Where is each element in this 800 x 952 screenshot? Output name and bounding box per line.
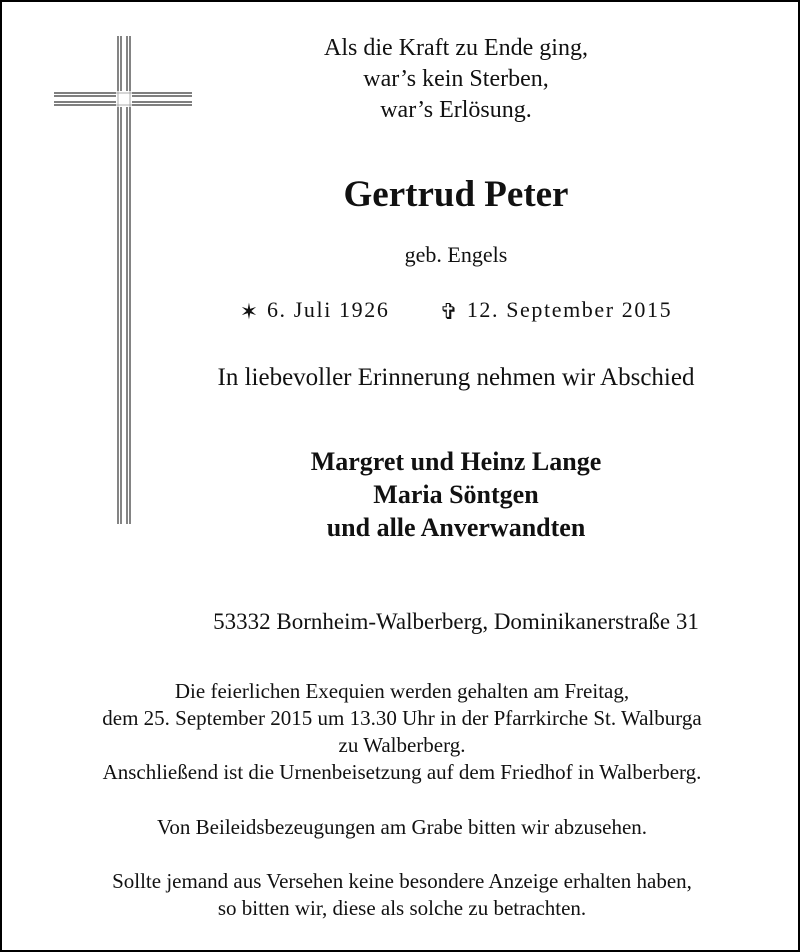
mourner-line: Maria Söntgen — [373, 480, 539, 509]
funeral-info-line: Anschließend ist die Urnenbeisetzung auf dem Friedhof in Walberberg. — [102, 760, 702, 784]
closing-line: Sollte jemand aus Versehen keine besondere Anzeige erhalten haben, — [112, 869, 692, 893]
condolence-note: Von Beileidsbezeugungen am Grabe bitten wir abzusehen. — [156, 815, 648, 839]
address: 53332 Bornheim-Walberberg, Dominikanerstraße 31 — [213, 609, 699, 634]
farewell-text: In liebevoller Erinnerung nehmen wir Abschied — [217, 364, 695, 391]
maiden-name: geb. Engels — [404, 242, 508, 267]
deceased-name: Gertrud Peter — [343, 174, 569, 215]
birth-date: 6. Juli 1926 — [266, 297, 390, 322]
epitaph-line: war’s Erlösung. — [380, 97, 532, 123]
funeral-info-line: Die feierlichen Exequien werden gehalten am Freitag, — [174, 679, 630, 703]
epitaph-line: war’s kein Sterben, — [363, 66, 549, 92]
funeral-info-line: zu Walberberg. — [338, 733, 466, 757]
death-date: 12. September 2015 — [466, 297, 673, 322]
death-cross-icon: ✞ — [439, 299, 460, 324]
mourner-line: und alle Anverwandten — [326, 513, 586, 542]
closing-line: so bitten wir, diese als solche zu betrachten. — [217, 896, 587, 920]
birth-star-icon: ✶ — [239, 299, 260, 324]
epitaph-line: Als die Kraft zu Ende ging, — [324, 35, 588, 61]
funeral-info-line: dem 25. September 2015 um 13.30 Uhr in der Pfarrkirche St. Walburga — [102, 706, 702, 730]
mourner-line: Margret und Heinz Lange — [310, 447, 602, 476]
life-dates — [56, 299, 800, 323]
